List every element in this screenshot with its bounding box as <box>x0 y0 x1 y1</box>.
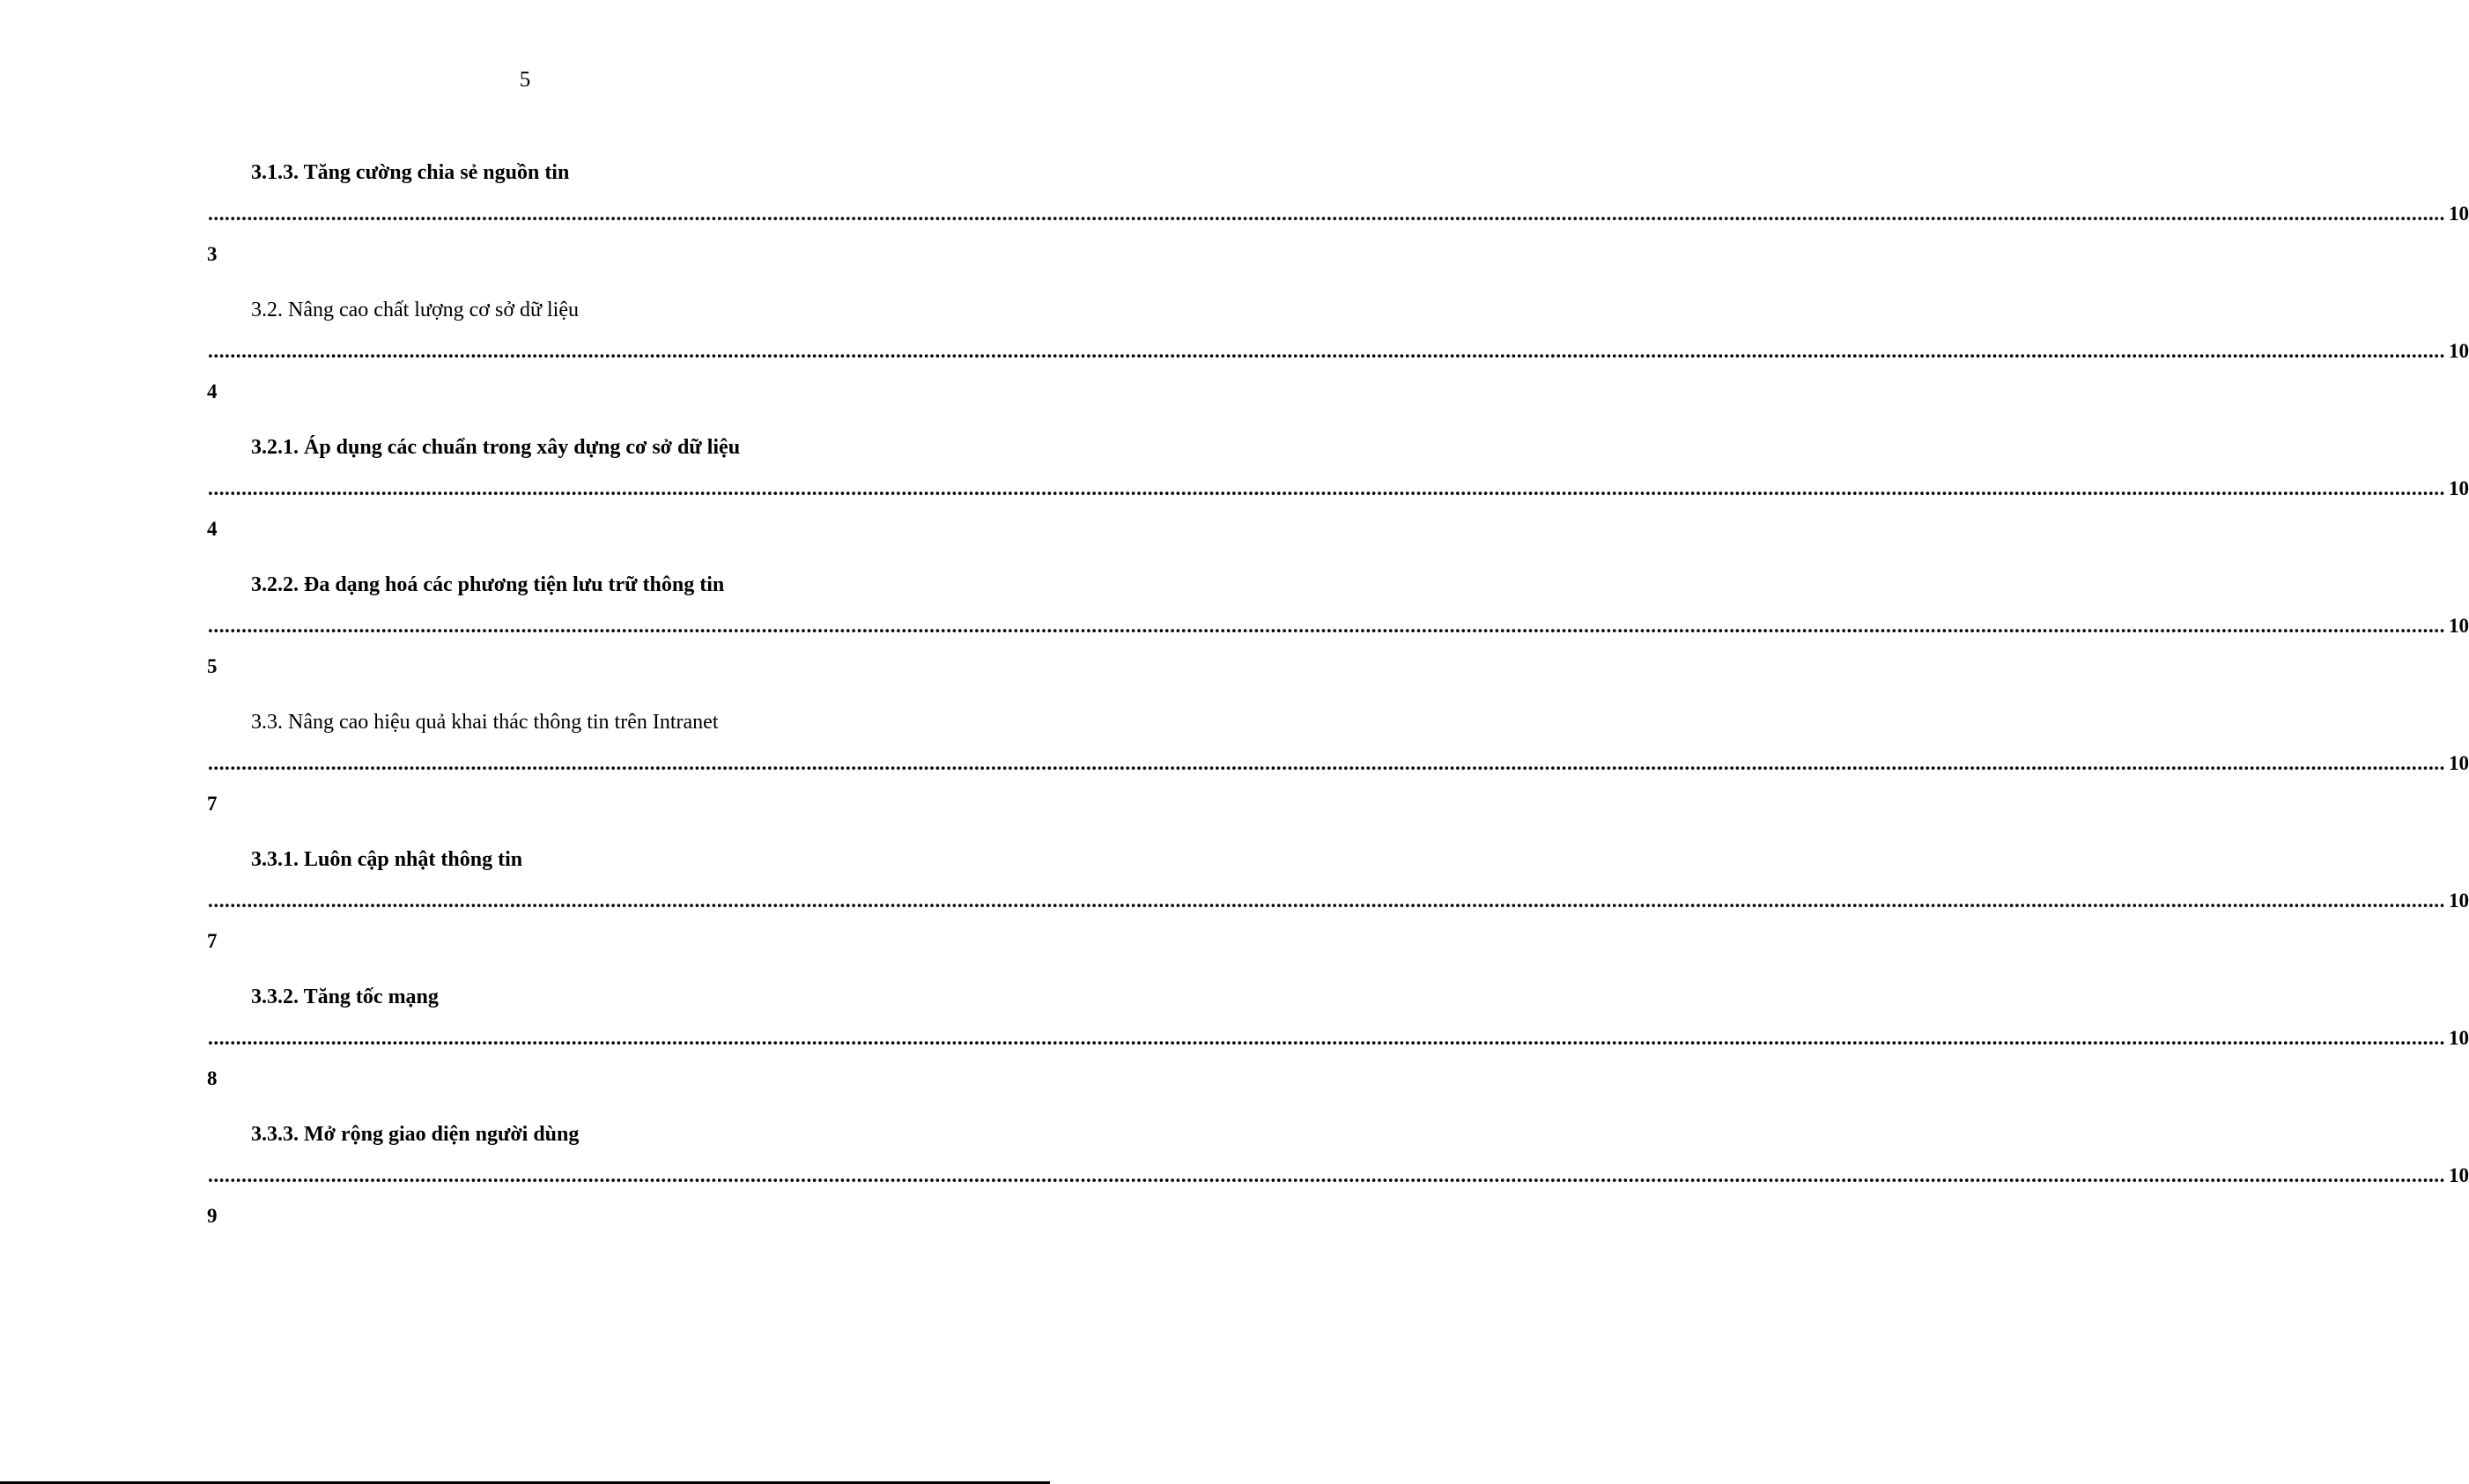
toc-entry[interactable] <box>0 295 2469 432</box>
toc-page-ref-tail: 4 <box>207 518 218 540</box>
toc-page-ref-head: 10 <box>2449 340 2469 362</box>
toc-entry[interactable] <box>0 158 2469 295</box>
toc-page-ref-tail: 7 <box>207 930 218 952</box>
leader-dots: ................................................................................................................................................................................................................................................................................................................................................................................................................ <box>208 1027 2445 1049</box>
leader-dots: ................................................................................................................................................................................................................................................................................................................................................................................................................ <box>208 477 2445 499</box>
toc-entry-title: 3.3.2. Tăng tốc mạng <box>251 986 439 1008</box>
toc-leader-line <box>208 749 2469 778</box>
toc-leader-line <box>208 475 2469 503</box>
leader-dots: ................................................................................................................................................................................................................................................................................................................................................................................................................ <box>208 752 2445 774</box>
toc-page-ref-head: 10 <box>2449 1027 2469 1049</box>
toc-entry[interactable] <box>0 432 2469 570</box>
toc-entry-title: 3.3. Nâng cao hiệu quả khai thác thông tin trên Intranet <box>251 711 719 734</box>
toc-entry[interactable] <box>0 982 2469 1119</box>
leader-dots: ................................................................................................................................................................................................................................................................................................................................................................................................................ <box>208 203 2445 225</box>
toc-page-ref-tail: 3 <box>207 243 218 265</box>
toc-page-ref-tail: 7 <box>207 793 218 815</box>
toc-entry[interactable] <box>0 707 2469 845</box>
toc-page-ref-head: 10 <box>2449 890 2469 912</box>
toc-leader-line <box>208 200 2469 228</box>
toc-page-ref-tail: 8 <box>207 1067 218 1089</box>
toc-page-ref-head: 10 <box>2449 1164 2469 1186</box>
toc-page-ref-head: 10 <box>2449 203 2469 225</box>
toc-page-ref-tail: 4 <box>207 380 218 402</box>
toc-entry[interactable] <box>0 845 2469 982</box>
leader-dots: ................................................................................................................................................................................................................................................................................................................................................................................................................ <box>208 340 2445 362</box>
leader-dots: ................................................................................................................................................................................................................................................................................................................................................................................................................ <box>208 615 2445 637</box>
leader-dots: ................................................................................................................................................................................................................................................................................................................................................................................................................ <box>208 1164 2445 1186</box>
toc-page-ref-tail: 9 <box>207 1205 218 1227</box>
table-of-contents <box>0 158 2469 1257</box>
toc-leader-line <box>208 337 2469 365</box>
toc-entry-title: 3.1.3. Tăng cường chia sẻ nguồn tin <box>251 161 570 184</box>
toc-entry-title: 3.2.1. Áp dụng các chuẩn trong xây dựng cơ sở dữ liệu <box>251 436 741 459</box>
toc-leader-line <box>208 1162 2469 1190</box>
toc-page-ref-tail: 5 <box>207 655 218 677</box>
toc-entry-title: 3.3.1. Luôn cập nhật thông tin <box>251 848 523 871</box>
page-number: 5 <box>519 68 531 92</box>
toc-entry-title: 3.2. Nâng cao chất lượng cơ sở dữ liệu <box>251 299 579 321</box>
toc-leader-line <box>208 1024 2469 1052</box>
leader-dots: ................................................................................................................................................................................................................................................................................................................................................................................................................ <box>208 890 2445 912</box>
toc-leader-line <box>208 887 2469 915</box>
toc-entry-title: 3.3.3. Mở rộng giao diện người dùng <box>251 1123 580 1146</box>
toc-entry[interactable] <box>0 570 2469 707</box>
toc-entry-title: 3.2.2. Đa dạng hoá các phương tiện lưu trữ thông tin <box>251 573 725 596</box>
toc-page-ref-head: 10 <box>2449 615 2469 637</box>
toc-page-ref-head: 10 <box>2449 752 2469 774</box>
toc-leader-line <box>208 612 2469 640</box>
toc-page-ref-head: 10 <box>2449 477 2469 499</box>
toc-entry[interactable] <box>0 1119 2469 1257</box>
